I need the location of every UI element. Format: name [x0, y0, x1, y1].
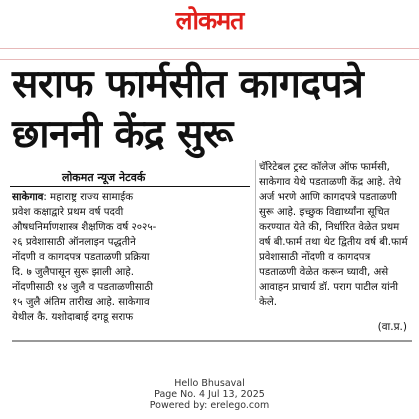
- left-line: येथील कै. यशोदाबाई दगडू सराफ: [12, 312, 134, 323]
- bottom-rule: [12, 340, 412, 342]
- left-line: दि. ७ जुलैपासून सुरू झाली आहे.: [12, 267, 134, 278]
- article-column-right: [259, 160, 411, 310]
- left-line: १५ जुलै अंतिम तारीख आहे. साकेगाव: [12, 297, 150, 308]
- left-line: २६ प्रवेशासाठी ऑनलाइन पद्धतीने: [12, 237, 136, 248]
- edition-name: Hello Bhusaval: [174, 378, 245, 389]
- right-line: करण्यात येते की, निर्धारित वेळेत प्रथम: [259, 222, 400, 233]
- left-line: औषधनिर्माणशास्त्र शैक्षणिक वर्ष २०२५-: [12, 222, 157, 233]
- byline-rule: [10, 186, 250, 187]
- dateline: [12, 190, 252, 205]
- headline-line-2: छाननी केंद्र सुरू: [12, 112, 233, 157]
- right-line: अर्ज भरणे आणि कागदपत्रे पडताळणी: [259, 192, 397, 203]
- article-headline: [12, 60, 417, 160]
- right-line: प्रवेशासाठी नोंदणी व कागदपत्र: [259, 252, 371, 263]
- reporter-credit: (वा.प्र.): [377, 321, 407, 333]
- left-line: प्रवेश कक्षाद्वारे प्रथम वर्ष पदवी: [12, 207, 124, 218]
- powered-by: Powered by: erelego.com: [149, 400, 270, 411]
- right-line: आवाहन प्राचार्य डॉ. पराग पाटील यांनी: [259, 282, 399, 293]
- page-and-date: Page No. 4 Jul 13, 2025: [154, 389, 265, 400]
- right-line: चॅरिटेबल ट्रस्ट कॉलेज ऑफ फार्मसी,: [259, 162, 390, 173]
- right-line: केले.: [259, 297, 277, 308]
- column-divider: [255, 160, 256, 300]
- left-line: नोंदणीसाठी १४ जुलै व पडताळणीसाठी: [12, 282, 153, 293]
- article-column-left: [12, 190, 252, 325]
- right-line: सुरू आहे. इच्छुक विद्यार्थ्यांना सूचित: [259, 207, 390, 218]
- right-line: पडताळणी वेळेत करून घ्यावी, असे: [259, 267, 389, 278]
- right-line: वर्ष बी.फार्म तथा थेट द्वितीय वर्ष बी.फार्म: [259, 237, 408, 248]
- headline-line-1: सराफ फार्मसीत कागदपत्रे: [12, 62, 364, 107]
- masthead: [0, 6, 419, 38]
- byline: लोकमत न्यूज नेटवर्क: [62, 171, 146, 184]
- newspaper-logo: लोकमत: [175, 6, 244, 35]
- left-line-0: : महाराष्ट्र राज्य सामाईक: [43, 192, 134, 203]
- right-line: साकेगाव येथे पडताळणी केंद्र आहे. तेथे: [259, 177, 402, 188]
- dateline-place: साकेगाव: [12, 192, 44, 203]
- masthead-rule: [0, 48, 419, 60]
- left-line: नोंदणी व कागदपत्र पडताळणी प्रक्रिया: [12, 252, 150, 263]
- page-footer: [0, 378, 419, 411]
